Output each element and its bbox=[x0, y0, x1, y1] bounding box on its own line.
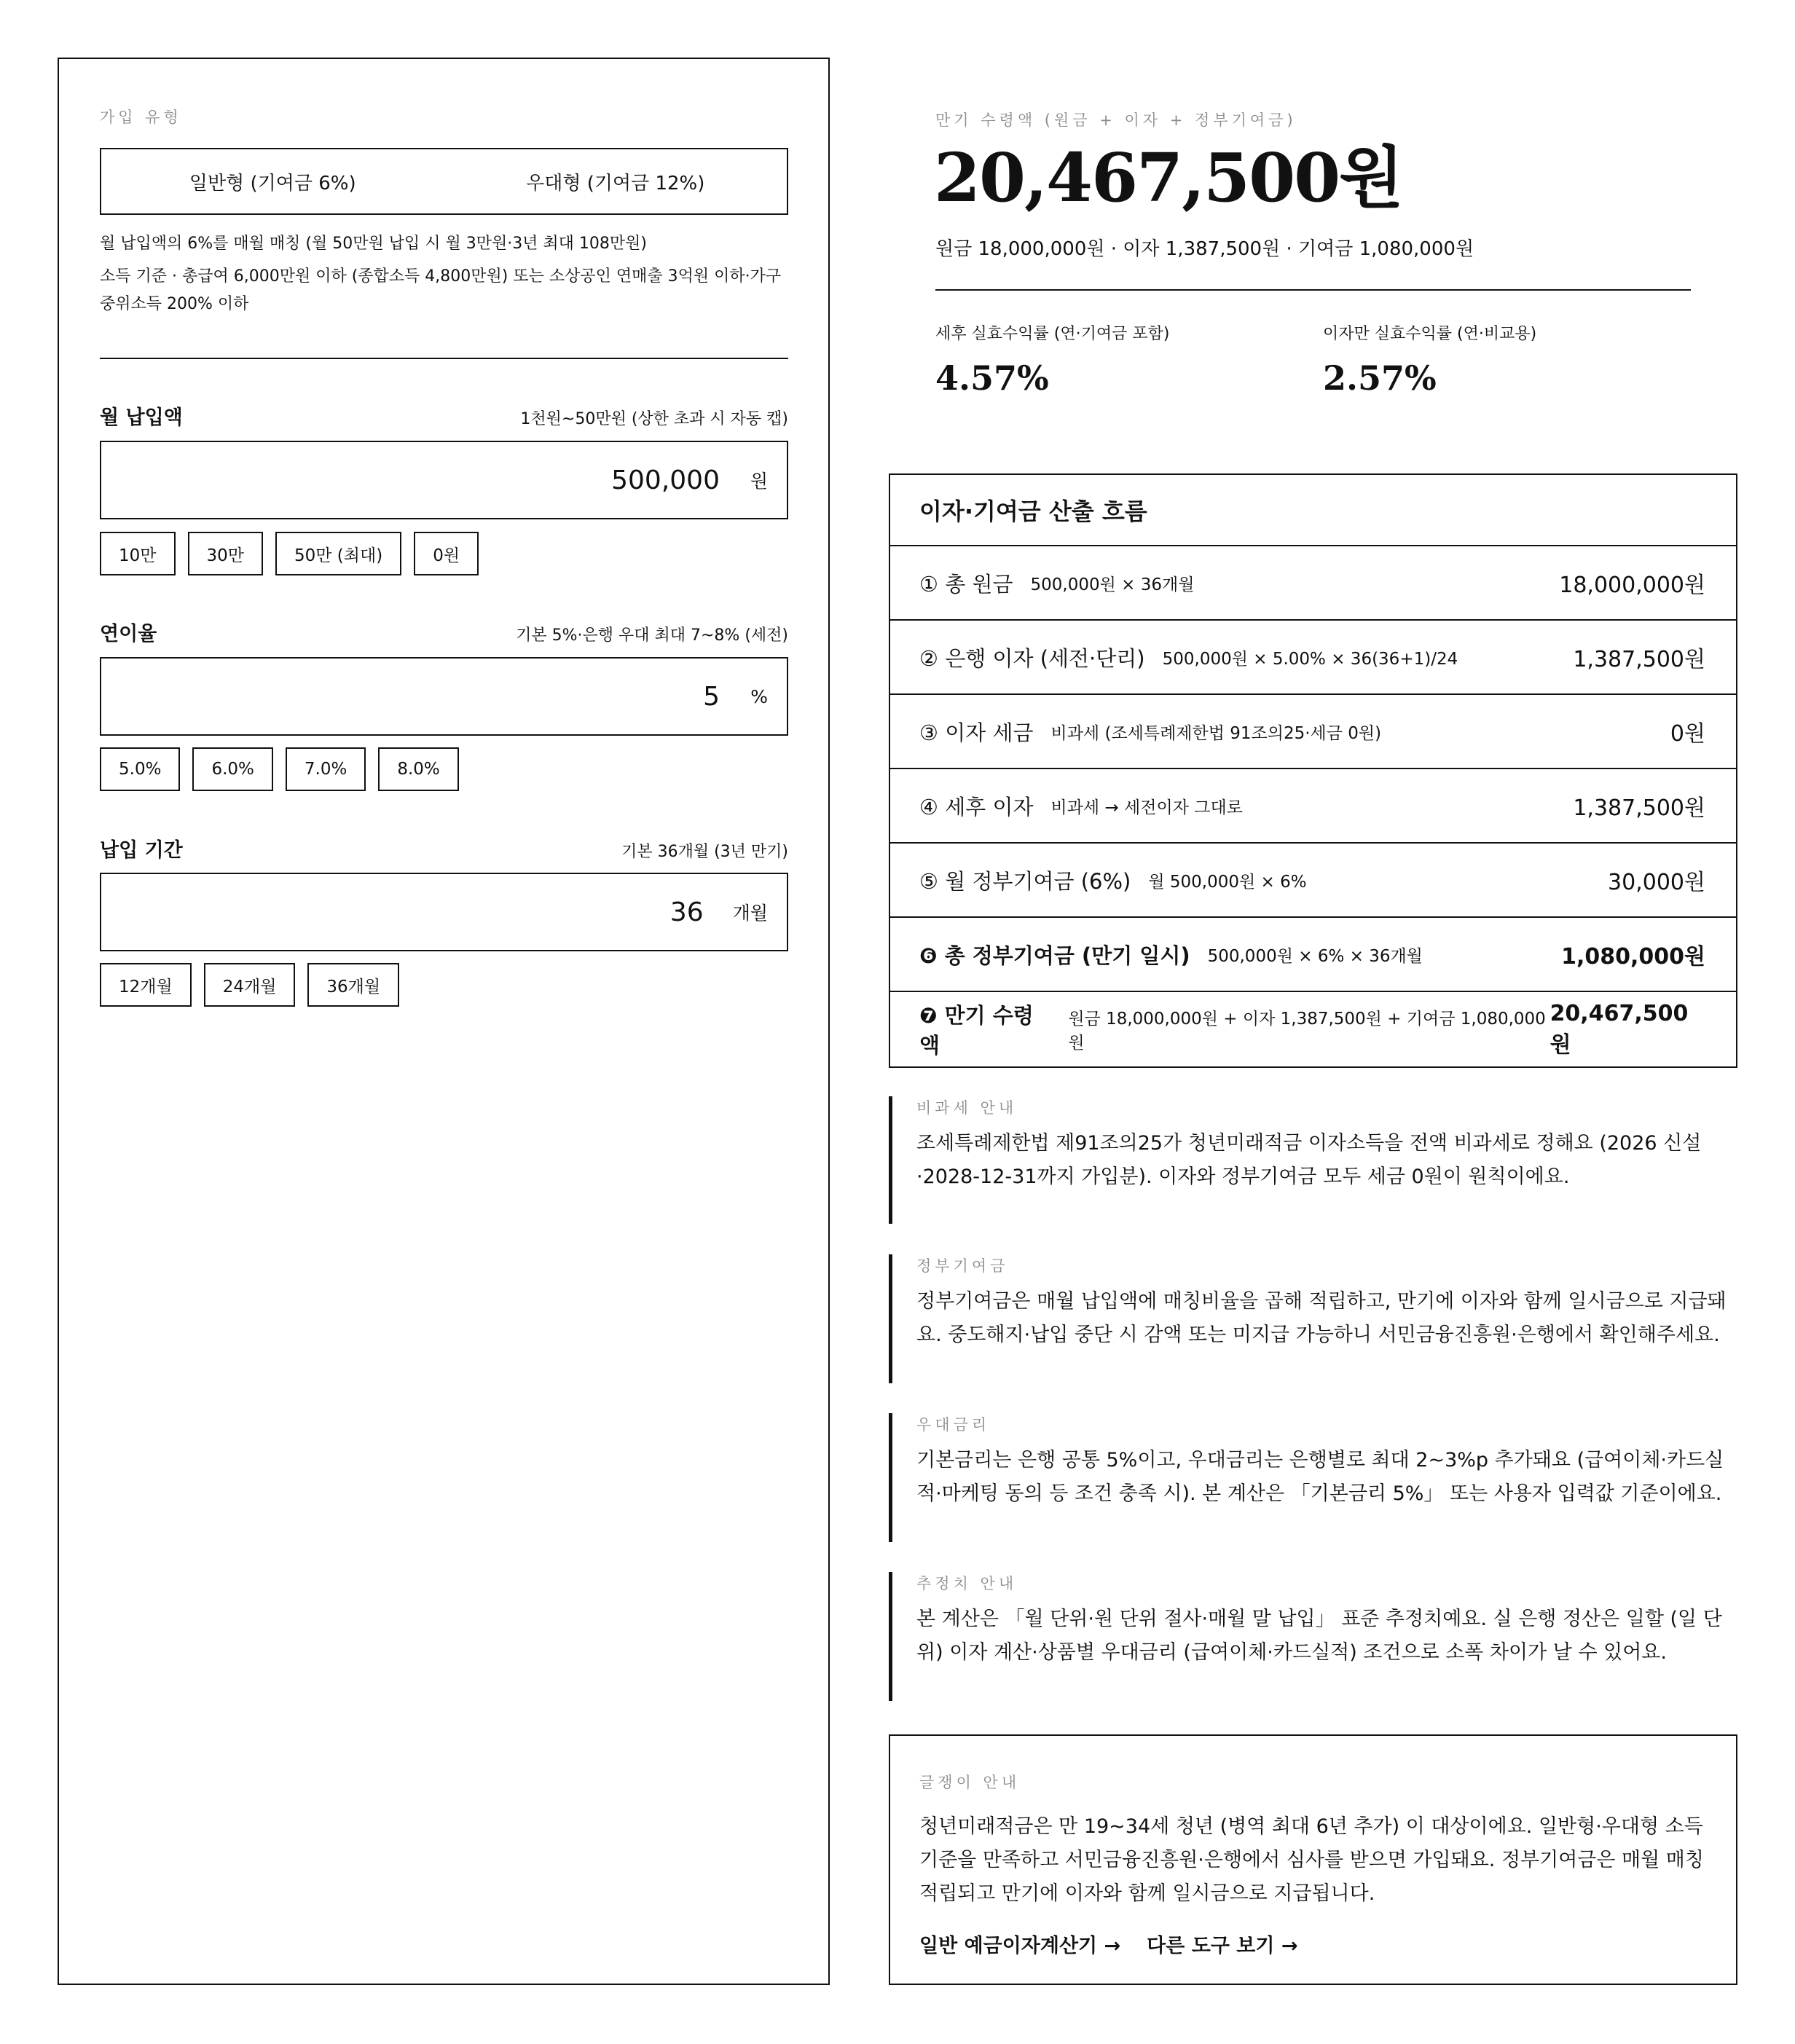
period-preset-24[interactable]: 24개월 bbox=[204, 963, 296, 1007]
type-option-preferred[interactable]: 우대형 (기여금 12%) bbox=[526, 172, 705, 194]
period-presets bbox=[100, 963, 399, 1007]
flow-row-formula: 비과세 → 세전이자 그대로 bbox=[1050, 798, 1243, 817]
monthly-preset-100k[interactable]: 10만 bbox=[100, 532, 176, 575]
maturity-amount: 20,467,500원 bbox=[934, 138, 1403, 217]
note-government-contribution bbox=[889, 1254, 1737, 1383]
flow-row-bank-interest bbox=[890, 621, 1736, 695]
yield-interest-value: 2.57% bbox=[1323, 358, 1437, 398]
signup-type-description: 월 납입액의 6%를 매월 매칭 (월 50만원 납입 시 월 3만원·3년 최대 108만원) bbox=[100, 235, 648, 253]
flow-row-monthly-contribution bbox=[890, 844, 1736, 918]
flow-row-maturity-amount bbox=[890, 992, 1736, 1066]
signup-type-caption: 가입 유형 bbox=[100, 109, 182, 126]
note-preferential-rate bbox=[889, 1413, 1737, 1542]
yield-interest bbox=[1323, 321, 1536, 398]
yield-total-label: 세후 실효수익률 (연·기여금 포함) bbox=[935, 325, 1170, 343]
rate-input[interactable] bbox=[356, 682, 720, 712]
income-criteria-description: 소득 기준 · 총급여 6,000만원 이하 (종합소득 4,800만원) 또는 소상공인 연매출 3억원 이하·가구 중위소득 200% 이하 bbox=[100, 267, 782, 313]
flow-row-value: 18,000,000원 bbox=[1559, 573, 1705, 598]
other-tools-link[interactable]: 다른 도구 보기 → bbox=[1147, 1935, 1298, 1957]
flow-row-tax bbox=[890, 695, 1736, 769]
calculation-flow-table bbox=[889, 473, 1737, 1068]
monthly-preset-0[interactable]: 0원 bbox=[414, 532, 479, 575]
period-unit: 개월 bbox=[732, 903, 768, 924]
rate-field-header bbox=[100, 618, 788, 646]
flow-row-value: 20,467,500원 bbox=[1549, 1000, 1689, 1058]
period-preset-36[interactable]: 36개월 bbox=[307, 963, 399, 1007]
rate-field bbox=[100, 657, 788, 736]
flow-row-after-tax-interest bbox=[890, 769, 1736, 844]
rate-preset-5[interactable]: 5.0% bbox=[100, 747, 180, 791]
monthly-label: 월 납입액 bbox=[100, 406, 183, 429]
author-guide-box bbox=[889, 1734, 1737, 1985]
flow-row-total-contribution bbox=[890, 918, 1736, 992]
flow-row-formula: 500,000원 × 6% × 36개월 bbox=[1207, 946, 1423, 966]
monthly-hint: 1천원~50만원 (상한 초과 시 자동 캡) bbox=[520, 410, 788, 428]
flow-row-value: 1,387,500원 bbox=[1573, 795, 1705, 821]
flow-row-formula: 500,000원 × 5.00% × 36(36+1)/24 bbox=[1162, 649, 1458, 669]
monthly-field-header bbox=[100, 401, 788, 430]
period-input[interactable] bbox=[339, 897, 704, 927]
note-estimate bbox=[889, 1572, 1737, 1701]
yield-interest-label: 이자만 실효수익률 (연·비교용) bbox=[1323, 325, 1537, 343]
type-option-general[interactable]: 일반형 (기여금 6%) bbox=[189, 172, 356, 194]
flow-row-principal bbox=[890, 546, 1736, 621]
deposit-calculator-link[interactable]: 일반 예금이자계산기 → bbox=[919, 1935, 1121, 1957]
rate-hint: 기본 5%·은행 우대 최대 7~8% (세전) bbox=[516, 626, 788, 645]
period-hint: 기본 36개월 (3년 만기) bbox=[621, 843, 788, 861]
note-title: 추정치 안내 bbox=[916, 1575, 1018, 1592]
rate-preset-7[interactable]: 7.0% bbox=[286, 747, 366, 791]
monthly-preset-500k[interactable]: 50만 (최대) bbox=[275, 532, 401, 575]
rate-label: 연이율 bbox=[100, 623, 157, 645]
input-panel bbox=[58, 58, 830, 1985]
flow-row-label: ④ 세후 이자 bbox=[919, 794, 1034, 819]
rate-unit: % bbox=[750, 685, 768, 707]
flow-row-formula: 500,000원 × 36개월 bbox=[1030, 575, 1195, 594]
flow-row-label: ❻ 총 정부기여금 (만기 일시) bbox=[919, 943, 1190, 968]
flow-row-formula: 비과세 (조세특례제한법 91조의25·세금 0원) bbox=[1050, 723, 1382, 743]
monthly-input[interactable] bbox=[356, 465, 720, 495]
yield-total bbox=[935, 321, 1169, 398]
rate-preset-6[interactable]: 6.0% bbox=[192, 747, 272, 791]
flow-row-formula: 월 500,000원 × 6% bbox=[1148, 872, 1307, 892]
flow-row-value: 0원 bbox=[1670, 721, 1705, 747]
guide-body: 청년미래적금은 만 19~34세 청년 (병역 최대 6년 추가) 이 대상이에요. 일반형·우대형 소득 기준을 만족하고 서민금융진흥원·은행에서 심사를 받으면 가입돼요. 정부기여금은 매월 매칭 적립되고 만기에 이자와 함께 일시금으로 지급됩니다. bbox=[919, 1815, 1704, 1905]
period-preset-12[interactable]: 12개월 bbox=[100, 963, 192, 1007]
flow-row-label: ❼ 만기 수령액 bbox=[919, 1003, 1034, 1058]
flow-row-label: ① 총 원금 bbox=[919, 571, 1013, 597]
result-divider bbox=[935, 289, 1691, 291]
note-title: 우대금리 bbox=[916, 1416, 991, 1434]
period-label: 납입 기간 bbox=[100, 839, 183, 862]
flow-row-label: ② 은행 이자 (세전·단리) bbox=[919, 645, 1145, 671]
note-tax-exempt bbox=[889, 1096, 1737, 1224]
flow-row-label: ③ 이자 세금 bbox=[919, 720, 1034, 745]
note-body: 정부기여금은 매월 납입액에 매칭비율을 곱해 적립하고, 만기에 이자와 함께 일시금으로 지급돼요. 중도해지·납입 중단 시 감액 또는 미지급 가능하니 서민금융진흥원·은행에서 확인해주세요. bbox=[916, 1290, 1727, 1346]
flow-row-value: 30,000원 bbox=[1608, 870, 1705, 895]
yield-total-value: 4.57% bbox=[935, 358, 1049, 398]
note-title: 비과세 안내 bbox=[916, 1099, 1018, 1117]
maturity-caption: 만기 수령액 (원금 + 이자 + 정부기여금) bbox=[935, 111, 1297, 129]
note-body: 본 계산은 「월 단위·원 단위 절사·매월 말 납입」 표준 추정치예요. 실 은행 정산은 일할 (일 단위) 이자 계산·상품별 우대금리 (급여이체·카드실적) 조건으로 소폭 차이가 날 수 있어요. bbox=[916, 1608, 1722, 1664]
amount-breakdown: 원금 18,000,000원 · 이자 1,387,500원 · 기여금 1,080,000원 bbox=[935, 238, 1474, 260]
period-field-header bbox=[100, 834, 788, 862]
period-field bbox=[100, 873, 788, 951]
rate-presets bbox=[100, 747, 459, 791]
guide-links bbox=[919, 1930, 1707, 1958]
section-divider bbox=[100, 358, 788, 359]
note-body: 조세특례제한법 제91조의25가 청년미래적금 이자소득을 전액 비과세로 정해요 (2026 신설·2028-12-31까지 가입분). 이자와 정부기여금 모두 세금 0원이 원칙이에요. bbox=[916, 1132, 1702, 1188]
monthly-unit: 원 bbox=[750, 471, 768, 492]
note-body: 기본금리는 은행 공통 5%이고, 우대금리는 은행별로 최대 2~3%p 추가돼요 (급여이체·카드실적·마케팅 동의 등 조건 충족 시). 본 계산은 「기본금리 5%」 또는 사용자 입력값 기준이에요. bbox=[916, 1449, 1724, 1505]
flow-row-value: 1,080,000원 bbox=[1561, 944, 1705, 970]
monthly-presets bbox=[100, 532, 479, 575]
flow-row-value: 1,387,500원 bbox=[1573, 647, 1705, 672]
monthly-field bbox=[100, 441, 788, 519]
note-title: 정부기여금 bbox=[916, 1257, 1009, 1275]
signup-type-toggle bbox=[100, 148, 788, 215]
flow-row-label: ⑤ 월 정부기여금 (6%) bbox=[919, 868, 1131, 894]
flow-row-formula: 원금 18,000,000원 + 이자 1,387,500원 + 기여금 1,080,000원 bbox=[1068, 1010, 1546, 1053]
flow-title: 이자·기여금 산출 흐름 bbox=[890, 475, 1736, 546]
monthly-preset-300k[interactable]: 30만 bbox=[188, 532, 264, 575]
rate-preset-8[interactable]: 8.0% bbox=[378, 747, 458, 791]
guide-title: 글쟁이 안내 bbox=[919, 1774, 1021, 1791]
